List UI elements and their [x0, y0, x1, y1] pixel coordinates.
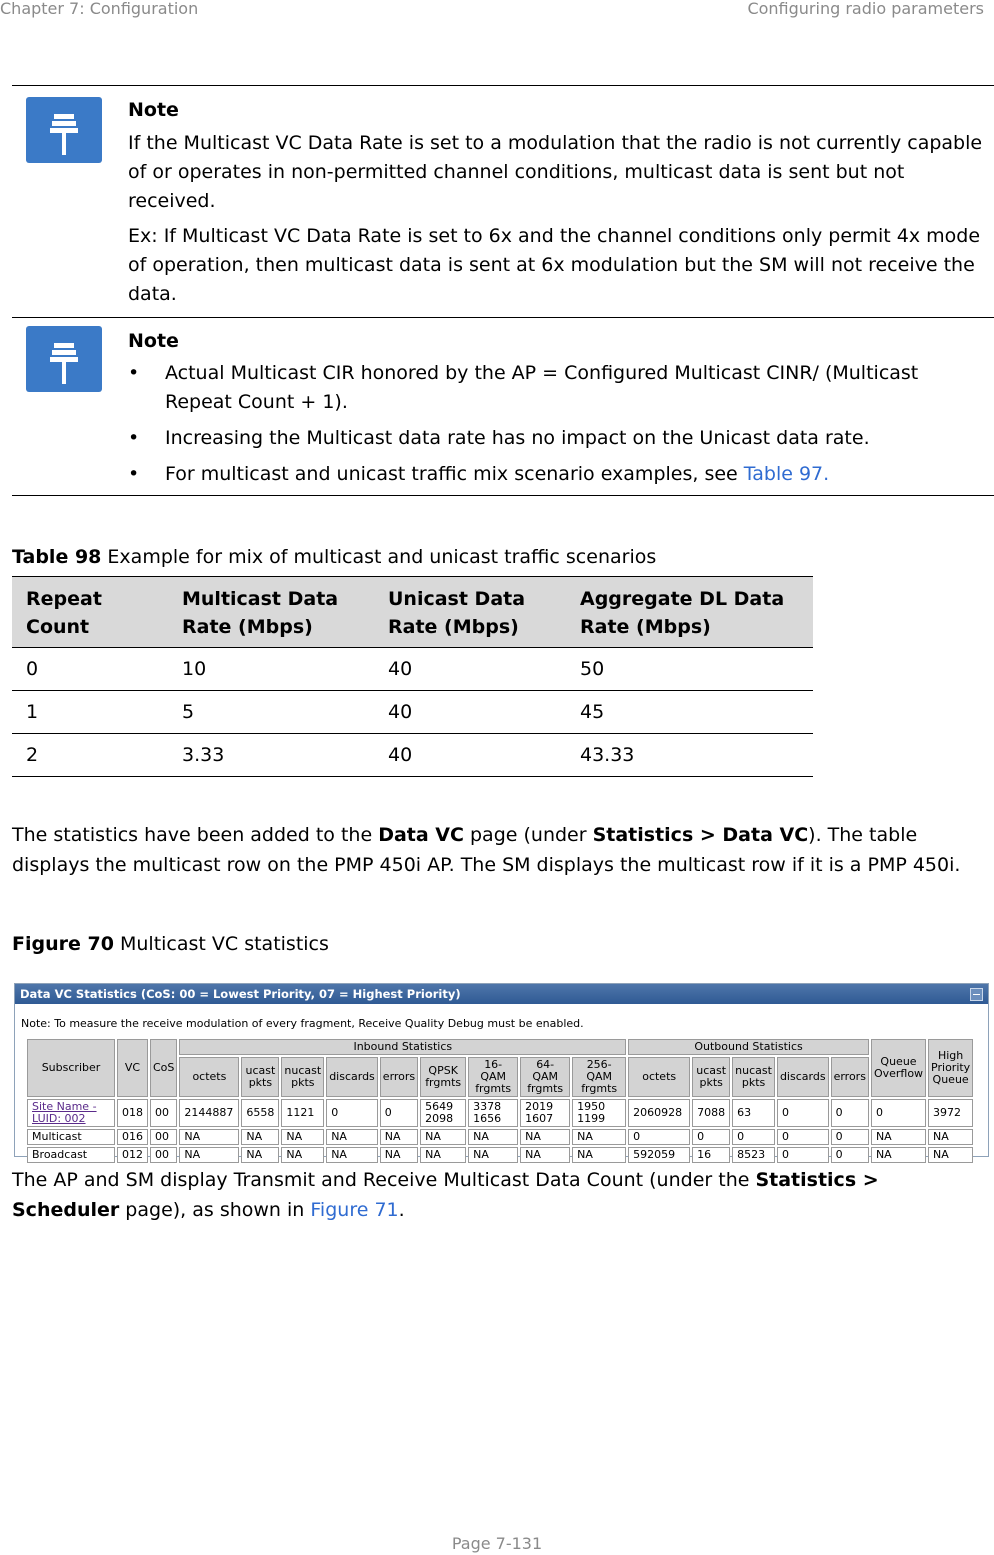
col-in-16qam: 16-QAM frgmts: [468, 1057, 518, 1097]
vc-row-multicast: [27, 1129, 973, 1145]
header-chapter: Chapter 7: Configuration: [0, 0, 199, 18]
stat-cell: 6558: [241, 1099, 279, 1127]
table-cell: 0: [12, 648, 168, 691]
table-cell: 45: [566, 691, 813, 734]
column-header: Multicast Data Rate (Mbps): [168, 577, 374, 648]
vc-cell: 016: [117, 1129, 148, 1145]
vc-cell: 018: [117, 1099, 148, 1127]
stat-cell: NA: [871, 1129, 926, 1145]
bold-run: Statistics > Scheduler: [12, 1169, 879, 1221]
cos-cell: 00: [150, 1099, 177, 1127]
column-header: Unicast Data Rate (Mbps): [374, 577, 566, 648]
note-title: Note: [128, 330, 179, 352]
stat-cell: NA: [179, 1129, 239, 1145]
text-run: The statistics have been added to the: [12, 824, 379, 846]
stat-cell: 0: [831, 1099, 869, 1127]
col-subscriber: Subscriber: [27, 1039, 115, 1097]
table-cell: 43.33: [566, 734, 813, 777]
note-title: Note: [128, 99, 179, 121]
col-out-discards: discards: [777, 1057, 829, 1097]
table-header-row: [12, 577, 813, 648]
vc-statistics-table: [25, 1037, 975, 1165]
stat-cell: 5649 2098: [420, 1099, 466, 1127]
vc-row-broadcast: [27, 1147, 973, 1163]
stat-cell: 8523: [732, 1147, 775, 1163]
data-vc-statistics-panel: [14, 983, 989, 1161]
col-in-octets: octets: [179, 1057, 239, 1097]
note-block-1: [12, 85, 994, 318]
col-out-nucast: nucast pkts: [732, 1057, 775, 1097]
text-run: page (under: [463, 824, 593, 846]
stat-cell: NA: [380, 1129, 418, 1145]
vc-row-site: [27, 1099, 973, 1127]
col-in-256qam: 256-QAM frgmts: [572, 1057, 626, 1097]
table-row: [12, 648, 813, 691]
text-run: The AP and SM display Transmit and Receive Multicast Data Count (under the: [12, 1169, 756, 1191]
stat-cell: 0: [777, 1099, 829, 1127]
col-out-octets: octets: [628, 1057, 690, 1097]
stat-cell: NA: [572, 1129, 626, 1145]
col-in-errors: errors: [380, 1057, 418, 1097]
stat-cell: NA: [928, 1147, 973, 1163]
text-run: .: [398, 1199, 405, 1221]
stat-cell: 0: [777, 1129, 829, 1145]
subscriber-link[interactable]: [27, 1099, 115, 1127]
stat-cell: NA: [179, 1147, 239, 1163]
col-in-qpsk: QPSK frgmts: [420, 1057, 466, 1097]
stat-cell: 0: [732, 1129, 775, 1145]
table-cell: 40: [374, 648, 566, 691]
stat-cell: NA: [572, 1147, 626, 1163]
table-cell: 10: [168, 648, 374, 691]
stat-cell: 592059: [628, 1147, 690, 1163]
col-in-64qam: 64-QAM frgmts: [520, 1057, 570, 1097]
figure-caption: [12, 930, 329, 958]
table-caption: [12, 543, 656, 571]
statistics-paragraph: [12, 820, 987, 880]
stat-cell: 1950 1199: [572, 1099, 626, 1127]
stat-cell: 7088: [692, 1099, 730, 1127]
stat-cell: NA: [241, 1129, 279, 1145]
table-97-link[interactable]: Table 97.: [743, 463, 830, 485]
bullet-item: • Actual Multicast CIR honored by the AP = Configured Multicast CINR/ (Multicast Repeat Count + 1).: [128, 359, 984, 417]
traffic-mix-table: [12, 576, 813, 777]
col-cos: CoS: [150, 1039, 177, 1097]
stat-cell: NA: [520, 1129, 570, 1145]
col-high-priority-queue: High Priority Queue: [928, 1039, 973, 1097]
subscriber-cell: Multicast: [27, 1129, 115, 1145]
stat-cell: 0: [380, 1099, 418, 1127]
table-cell: 5: [168, 691, 374, 734]
column-header: Aggregate DL Data Rate (Mbps): [566, 577, 813, 648]
stat-cell: NA: [281, 1147, 324, 1163]
scheduler-paragraph: [12, 1165, 987, 1225]
stat-cell: NA: [420, 1129, 466, 1145]
note-icon: [26, 97, 102, 163]
table-cell: 3.33: [168, 734, 374, 777]
bullet-item: • Increasing the Multicast data rate has no impact on the Unicast data rate.: [128, 424, 984, 453]
stat-cell: 3378 1656: [468, 1099, 518, 1127]
stat-cell: 1121: [281, 1099, 324, 1127]
panel-titlebar: [15, 984, 988, 1004]
table-cell: 40: [374, 734, 566, 777]
stat-cell: 0: [871, 1099, 926, 1127]
vc-group-header-row: [27, 1039, 973, 1055]
col-out-errors: errors: [831, 1057, 869, 1097]
stat-cell: NA: [241, 1147, 279, 1163]
text-run: page), as shown in: [119, 1199, 311, 1221]
figure-caption-text: Multicast VC statistics: [113, 933, 329, 955]
stat-cell: 0: [628, 1129, 690, 1145]
col-vc: VC: [117, 1039, 148, 1097]
stat-cell: 2144887: [179, 1099, 239, 1127]
note-paragraph: If the Multicast VC Data Rate is set to a modulation that the radio is not currently capable of or operates in non-permitted channel conditions, multicast data is sent but not received.: [128, 132, 983, 212]
col-queue-overflow: Queue Overflow: [871, 1039, 926, 1097]
stat-cell: 2019 1607: [520, 1099, 570, 1127]
table-row: [12, 734, 813, 777]
figure-label: Figure 70: [12, 933, 114, 955]
col-in-discards: discards: [326, 1057, 378, 1097]
collapse-icon[interactable]: [970, 988, 983, 1001]
site-name-link[interactable]: Site Name - LUID: 002: [32, 1100, 97, 1125]
inbound-statistics-header: Inbound Statistics: [179, 1039, 626, 1055]
stat-cell: 0: [831, 1147, 869, 1163]
table-cell: 40: [374, 691, 566, 734]
table-caption-text: Example for mix of multicast and unicast traffic scenarios: [101, 546, 657, 568]
bullet-item: [128, 460, 984, 489]
panel-title: Data VC Statistics (CoS: 00 = Lowest Priority, 07 = Highest Priority): [20, 987, 461, 1001]
bullet-text: For multicast and unicast traffic mix scenario examples, see: [165, 463, 744, 485]
note-paragraph: Ex: If Multicast VC Data Rate is set to 6x and the channel conditions only permit 4x mode of operation, then multicast data is sent at 6x modulation but the SM will not receive the data.: [128, 225, 981, 305]
col-in-ucast: ucast pkts: [241, 1057, 279, 1097]
stat-cell: 3972: [928, 1099, 973, 1127]
bold-run: Data VC: [378, 824, 464, 846]
stat-cell: 0: [831, 1129, 869, 1145]
note-icon: [26, 326, 102, 392]
stat-cell: NA: [520, 1147, 570, 1163]
column-header: Repeat Count: [12, 577, 168, 648]
stat-cell: NA: [380, 1147, 418, 1163]
stat-cell: 0: [692, 1129, 730, 1145]
bold-run: Statistics > Data VC: [592, 824, 809, 846]
text-run: ). The table displays the multicast row on the PMP 450i AP. The SM displays the multicast row if it is a PMP 450i.: [12, 824, 961, 876]
outbound-statistics-header: Outbound Statistics: [628, 1039, 869, 1055]
col-in-nucast: nucast pkts: [281, 1057, 324, 1097]
cos-cell: 00: [150, 1129, 177, 1145]
table-row: [12, 691, 813, 734]
note-block-2: [12, 317, 994, 496]
table-cell: 2: [12, 734, 168, 777]
table-cell: 50: [566, 648, 813, 691]
stat-cell: NA: [420, 1147, 466, 1163]
stat-cell: 2060928: [628, 1099, 690, 1127]
stat-cell: 0: [777, 1147, 829, 1163]
stat-cell: 63: [732, 1099, 775, 1127]
stat-cell: NA: [468, 1129, 518, 1145]
stat-cell: NA: [281, 1129, 324, 1145]
panel-note: Note: To measure the receive modulation of every fragment, Receive Quality Debug must be enabled.: [21, 1017, 584, 1030]
vc-cell: 012: [117, 1147, 148, 1163]
stat-cell: NA: [468, 1147, 518, 1163]
stat-cell: NA: [326, 1147, 378, 1163]
col-out-ucast: ucast pkts: [692, 1057, 730, 1097]
stat-cell: 16: [692, 1147, 730, 1163]
table-cell: 1: [12, 691, 168, 734]
stat-cell: NA: [326, 1129, 378, 1145]
stat-cell: NA: [928, 1129, 973, 1145]
cos-cell: 00: [150, 1147, 177, 1163]
page-number: Page 7-131: [451, 1534, 543, 1553]
subscriber-cell: Broadcast: [27, 1147, 115, 1163]
figure-71-link[interactable]: Figure 71: [310, 1199, 399, 1221]
table-label: Table 98: [12, 546, 102, 568]
header-section: Configuring radio parameters: [747, 0, 984, 18]
stat-cell: 0: [326, 1099, 378, 1127]
stat-cell: NA: [871, 1147, 926, 1163]
